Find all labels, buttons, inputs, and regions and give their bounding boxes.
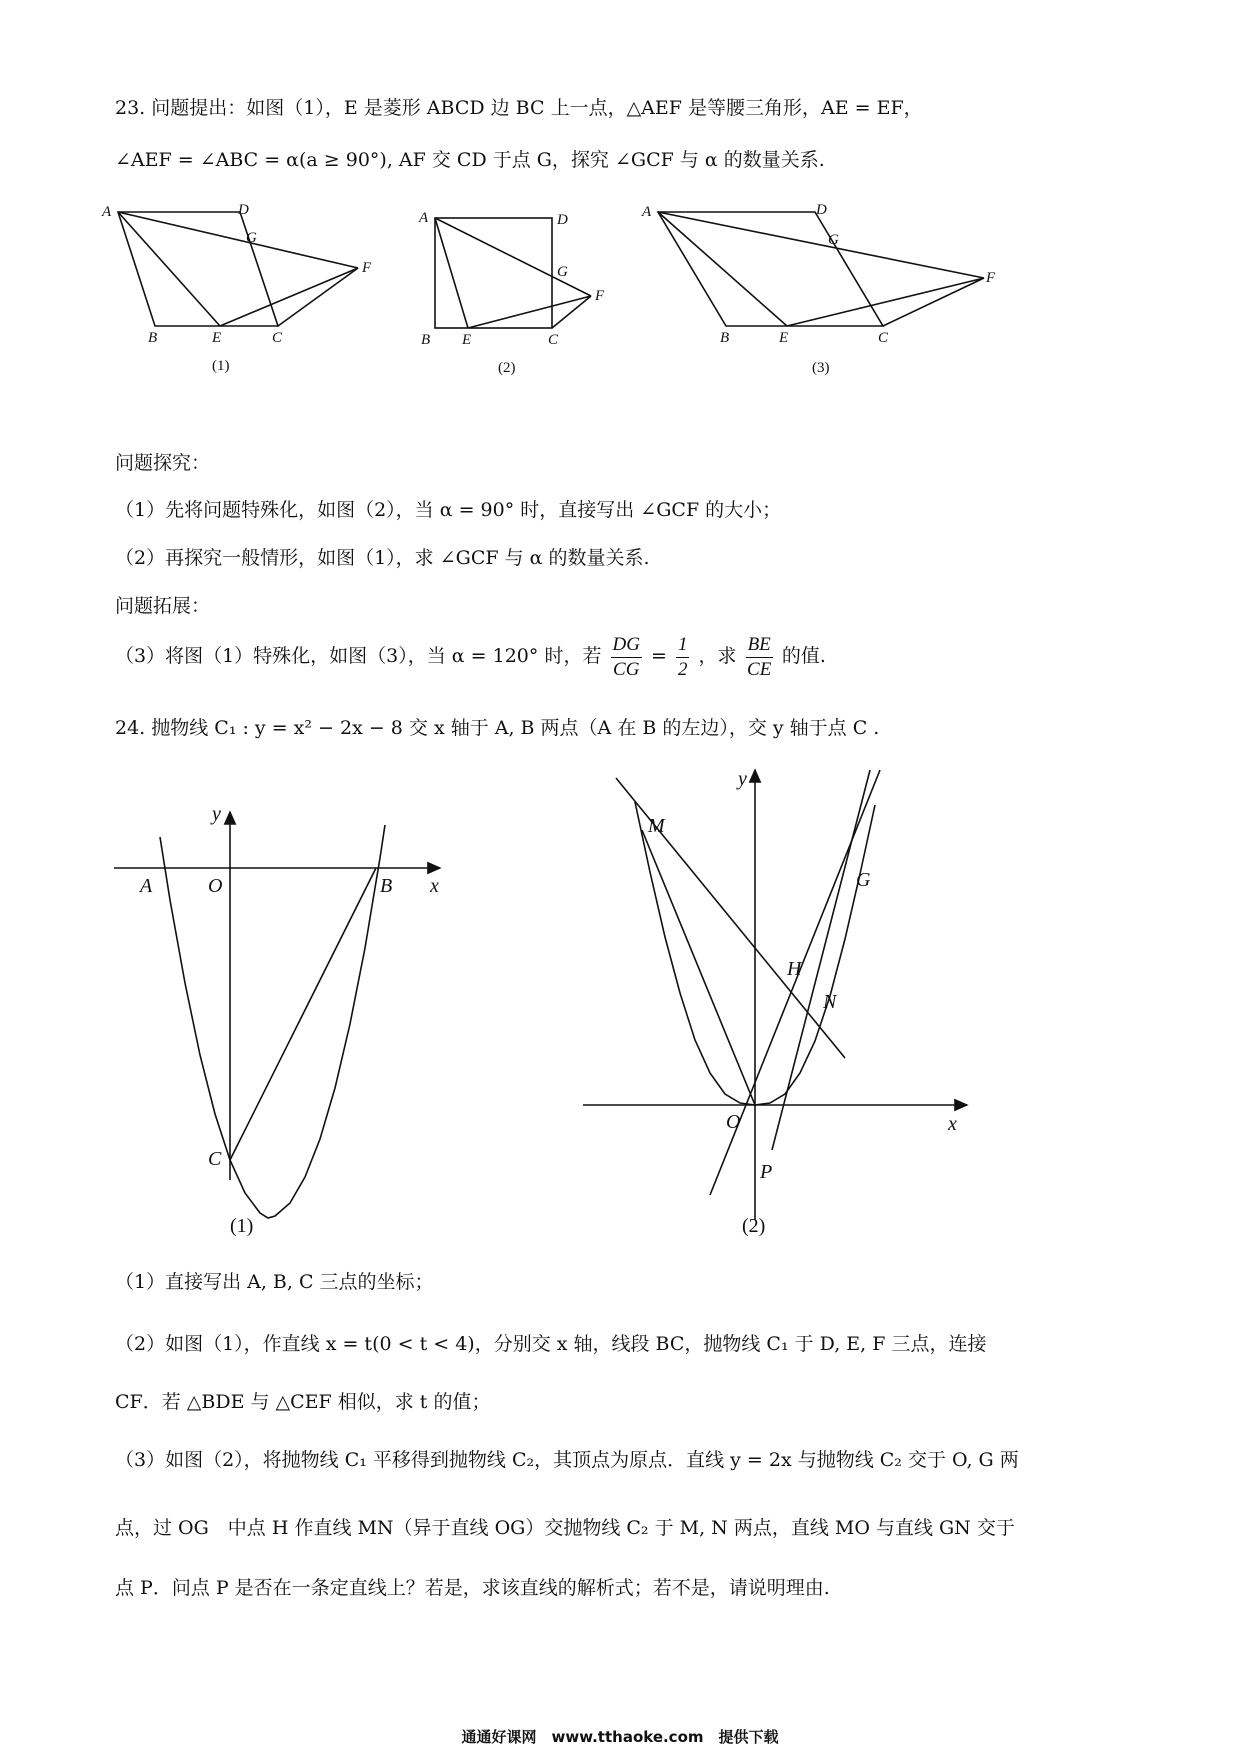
fig1-label-b: B [148,330,158,346]
fig2-caption: (2) [498,360,516,376]
q24-line1: 24. 抛物线 C₁ : y = x² − 2x − 8 交 x 轴于 A, B 两点（A 在 B 的左边），交 y 轴于点 C . [115,717,880,739]
q23-figure-1 [100,200,400,380]
graph2-label-p: P [760,1161,773,1183]
fig2-label-d: D [557,212,568,228]
q24-graph-2 [580,770,980,1240]
graph2-label-n: N [823,991,837,1013]
q23-explore-heading: 问题探究： [115,452,211,474]
fig3-label-d: D [816,202,827,218]
fig3-label-e: E [779,330,789,346]
q23-part3-text-c: 的值. [781,645,826,667]
q23-part2: （2）再探究一般情形，如图（1），求 ∠GCF 与 α 的数量关系. [115,547,650,569]
fraction-numerator: DG [611,633,642,658]
fig2-label-f: F [595,288,605,304]
graph2-label-o: O [726,1111,741,1133]
q24-part3-a: （3）如图（2），将抛物线 C₁ 平移得到抛物线 C₂，其顶点为原点．直线 y = 2x 与抛物线 C₂ 交于 O, G 两 [115,1449,1019,1471]
graph1-label-y: y [212,803,221,825]
fig2-label-a: A [419,210,429,226]
graph2-label-m: M [648,815,665,837]
page-footer: 通通好课网 www.tthaoke.com 提供下载 [461,1728,779,1746]
graph1-label-b: B [380,875,393,897]
q23-line2: ∠AEF = ∠ABC = α(a ≥ 90°), AF 交 CD 于点 G，探究 ∠GCF 与 α 的数量关系. [115,149,825,171]
fig3-label-f: F [986,270,996,286]
q24-part1: （1）直接写出 A, B, C 三点的坐标； [115,1271,434,1293]
graph1-caption: (1) [230,1215,254,1237]
fraction-one-half [676,633,690,682]
parabola-c1 [160,825,385,1218]
q24-part3-c: 点 P．问点 P 是否在一条定直线上？若是，求该直线的解析式；若不是，请说明理由. [115,1577,830,1599]
q24-part3-b: 点，过 OG 中点 H 作直线 MN（异于直线 OG）交抛物线 C₂ 于 M, N 两点，直线 MO 与直线 GN 交于 [115,1517,1015,1539]
fraction-denominator: CG [613,658,640,680]
fig3-label-c: C [878,330,889,346]
graph2-label-h: H [787,958,802,980]
q24-part2-b: CF．若 △BDE 与 △CEF 相似，求 t 的值； [115,1391,491,1413]
graph2-label-g: G [856,869,871,891]
q23-part3 [115,628,826,684]
graph2-label-x: x [948,1113,957,1135]
fraction-denominator: 2 [677,658,688,680]
graph2-label-y: y [738,768,747,790]
fraction-numerator: BE [746,633,773,658]
q23-extend-heading: 问题拓展： [115,595,211,617]
graph2-caption: (2) [742,1215,766,1237]
fig3-label-g: G [828,232,839,248]
fig1-label-d: D [238,202,249,218]
graph1-label-x: x [430,875,439,897]
q23-part3-text-b: ，求 [698,645,737,667]
equals-sign: = [651,645,667,667]
fig3-label-a: A [642,204,652,220]
fig3-caption: (3) [812,360,830,376]
graph1-label-o: O [208,875,223,897]
q23-part1: （1）先将问题特殊化，如图（2），当 α = 90° 时，直接写出 ∠GCF 的大小； [115,499,782,521]
graph1-label-a: A [140,875,153,897]
fig1-label-g: G [246,230,257,246]
fig2-label-g: G [557,264,568,280]
fig2-label-e: E [462,332,472,348]
fig1-label-c: C [272,330,283,346]
fig3-label-b: B [720,330,730,346]
fig1-label-f: F [362,260,372,276]
fig2-label-b: B [421,332,431,348]
fraction-dg-cg [611,633,642,682]
q24-part2-a: （2）如图（1），作直线 x = t(0 < t < 4)，分别交 x 轴，线段 BC，抛物线 C₁ 于 D, E, F 三点，连接 [115,1333,987,1355]
fig1-caption: (1) [212,358,230,374]
q23-part3-text-a: （3）将图（1）特殊化，如图（3），当 α = 120° 时，若 [115,645,602,667]
fig1-label-a: A [102,204,112,220]
q23-figure-2 [415,200,635,380]
graph1-label-c: C [208,1148,222,1170]
fraction-denominator: CE [747,658,772,680]
q24-graph-1 [110,790,450,1250]
q23-line1: 23. 问题提出：如图（1），E 是菱形 ABCD 边 BC 上一点，△AEF 是等腰三角形，AE = EF， [115,97,923,119]
fig2-label-c: C [548,332,559,348]
q23-figure-3 [640,200,1000,380]
fig1-label-e: E [212,330,222,346]
fraction-numerator: 1 [676,633,690,658]
fraction-be-ce [746,633,773,682]
